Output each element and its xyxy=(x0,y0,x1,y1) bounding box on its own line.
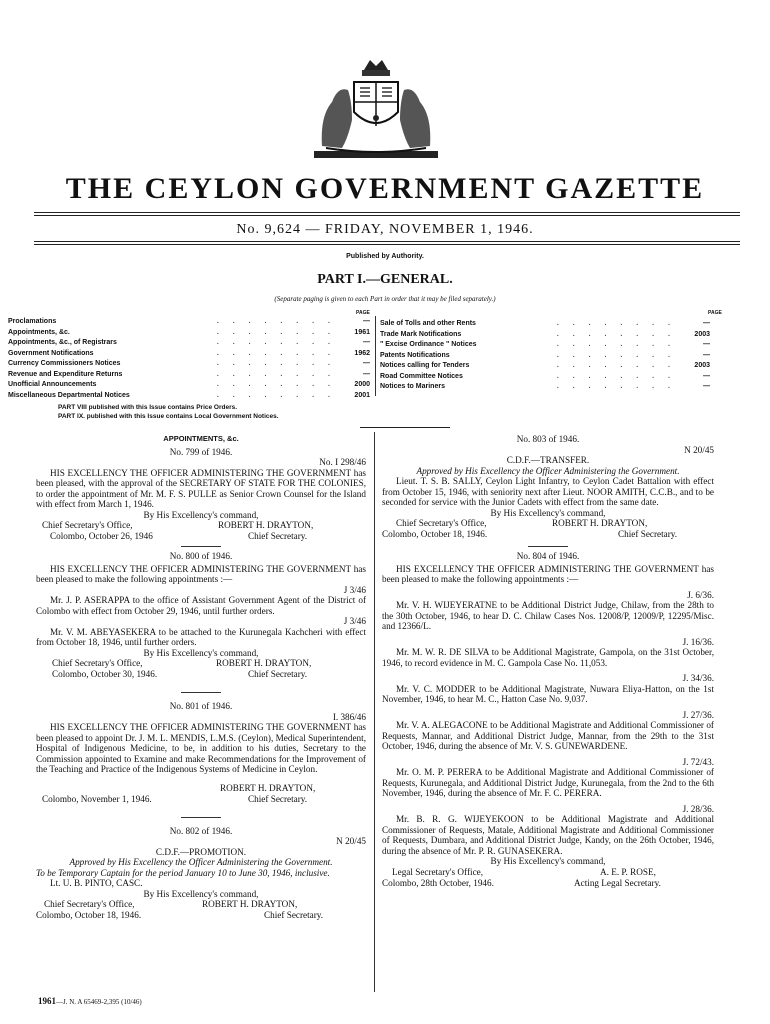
toc-entry-label: Proclamations xyxy=(8,318,57,325)
print-reference: —J. N. A 65469-2,395 (10/46) xyxy=(56,998,142,1006)
notice-803-date: Colombo, October 18, 1946. Chief Secretary. xyxy=(382,529,678,539)
toc-leader-dots: . . . . . . . . xyxy=(216,391,336,399)
toc-entry-page: — xyxy=(703,341,710,348)
notice-804-number: No. 804 of 1946. xyxy=(516,551,580,561)
notice-803-heading: C.D.F.—TRANSFER. xyxy=(506,455,590,465)
toc-leader-dots: . . . . . . . . xyxy=(556,330,676,338)
notice-802-name: Lt. U. B. PINTO, CASC. xyxy=(50,878,143,888)
part-heading: PART I.—GENERAL. xyxy=(317,272,453,287)
toc-entry xyxy=(380,383,710,394)
toc-leader-dots: . . . . . . . . xyxy=(556,320,676,327)
column-divider xyxy=(374,432,375,992)
issue-rule xyxy=(34,241,740,242)
notice-800-item2: Mr. V. M. ABEYASEKERA to be attached to the Kurunegala Kachcheri with effect from October 18, 1946, until further orders. xyxy=(36,626,366,647)
notice-800-ref2: J 3/46 xyxy=(343,616,366,626)
notice-799-number: No. 799 of 1946. xyxy=(169,446,233,457)
toc-entry xyxy=(8,329,370,340)
notice-802-command: By His Excellency's command, xyxy=(143,888,259,899)
toc-entry-page: 1962 xyxy=(354,349,370,357)
toc-right-page-header: PAGE xyxy=(708,310,722,316)
appointment-text: Mr. V. C. MODDER to be Additional Magistrate, Nuwara Eliya-Hatton, on the 1st November, 1946, to hear M. C., Hatton Case No. 9,037. xyxy=(382,683,714,704)
notice-800-ref1: J 3/46 xyxy=(343,584,366,595)
toc-divider xyxy=(375,316,376,396)
notice-802-heading: C.D.F.—PROMOTION. xyxy=(155,846,247,857)
toc-left-column xyxy=(8,318,370,402)
toc-entry-label: Appointments, &c., of Registrars xyxy=(8,339,117,346)
notice-800-date: Colombo, October 30, 1946. Chief Secretary. xyxy=(52,669,308,679)
notice-804-command: By His Excellency's command, xyxy=(490,856,606,866)
toc-leader-dots: . . . . . . . . xyxy=(556,341,676,348)
issue-line: No. 9,624 — FRIDAY, NOVEMBER 1, 1946. xyxy=(236,222,534,237)
page-number: 1961 xyxy=(38,996,56,1006)
notice-802-approved: Approved by His Excellency the Officer Administering the Government. xyxy=(69,857,333,867)
issue-rule-thin xyxy=(34,244,740,245)
toc-entry-page: — xyxy=(363,318,370,325)
notice-802-date: Colombo, October 18, 1946. Chief Secretary. xyxy=(36,910,324,920)
appointment-ref: J. 72/43. xyxy=(682,756,714,767)
notice-802-signature: Chief Secretary's Office, ROBERT H. DRAYTON, xyxy=(44,899,298,909)
toc-left-page-header: PAGE xyxy=(356,310,370,316)
appointment-text: Mr. B. R. G. WIJEYEKOON to be Additional Magistrate and Additional Commissioner of Requests, Matale, Additional Magistrate and Additional Commissioner of Requests, Dumbara, and Additional District Judge, Kandy, on the 26th October, 1946, during the absence of Mr. P. R. GUNASEKERA. xyxy=(382,814,714,856)
toc-entry-page: 2003 xyxy=(694,362,710,369)
toc-entry-page: 2003 xyxy=(694,330,710,338)
notice-799-signature: Chief Secretary's Office, ROBERT H. DRAYTON, xyxy=(42,520,314,530)
toc-entry xyxy=(8,350,370,361)
left-column xyxy=(36,434,366,921)
toc-entry-page: 2001 xyxy=(354,391,370,399)
notice-800-command: By His Excellency's command, xyxy=(143,647,259,658)
toc-leader-dots: . . . . . . . . xyxy=(216,349,336,357)
toc-leader-dots: . . . . . . . . xyxy=(556,372,676,380)
toc-entry xyxy=(8,371,370,382)
toc-entry-label: Currency Commissioners Notices xyxy=(8,360,121,367)
toc-entry-label: Miscellaneous Departmental Notices xyxy=(8,391,130,399)
title-rule xyxy=(34,212,740,213)
notice-801-signature: ROBERT H. DRAYTON, xyxy=(220,782,316,793)
separator xyxy=(181,817,221,818)
toc-entry-label: Patents Notifications xyxy=(380,351,450,359)
appointment-text: Mr. V. A. ALEGACONE to be Additional Magistrate and Additional Commissioner of Requests, Mannar, and Additional District Judge, Mannar, from the 29th to the 31st October, 1946, during the absence of Mr. V. S. GUNEWARDENE. xyxy=(382,720,714,751)
toc-entry xyxy=(380,352,710,363)
notice-799-date: Colombo, October 26, 1946 Chief Secretary. xyxy=(50,531,308,541)
appointment-ref: J. 6/36. xyxy=(687,589,714,600)
toc-entry xyxy=(380,373,710,384)
toc-entry xyxy=(380,362,710,373)
toc-leader-dots: . . . . . . . . xyxy=(556,383,676,390)
notice-801-date: Colombo, November 1, 1946. Chief Secretary. xyxy=(42,793,308,804)
appointment-ref: J. 27/36. xyxy=(682,709,714,720)
notice-802-ref: N 20/45 xyxy=(336,836,366,846)
notice-804-signature: Legal Secretary's Office, A. E. P. ROSE, xyxy=(392,866,656,877)
toc-entry-page: — xyxy=(363,370,370,378)
separator xyxy=(181,546,221,547)
toc-entry xyxy=(380,320,710,331)
toc-entry-label: Unofficial Announcements xyxy=(8,381,97,388)
right-column xyxy=(382,434,714,889)
toc-entry-label: Government Notifications xyxy=(8,349,94,357)
toc-leader-dots: . . . . . . . . xyxy=(216,370,336,378)
toc-entry-page: — xyxy=(363,360,370,367)
toc-entry-page: — xyxy=(703,351,710,359)
toc-entry-label: Sale of Tolls and other Rents xyxy=(380,320,476,327)
toc-entry-page: 2000 xyxy=(354,381,370,388)
toc-leader-dots: . . . . . . . . xyxy=(556,362,676,369)
notice-803-number: No. 803 of 1946. xyxy=(516,434,580,444)
toc-leader-dots: . . . . . . . . xyxy=(216,360,336,367)
toc-entry xyxy=(8,318,370,329)
notice-802-number: No. 802 of 1946. xyxy=(169,825,233,836)
notice-800-signature: Chief Secretary's Office, ROBERT H. DRAYTON, xyxy=(52,658,312,668)
toc-entry-page: 1961 xyxy=(354,328,370,336)
part-viii-note: PART VIII published with this Issue contains Price Orders. xyxy=(58,404,238,411)
notice-800-number: No. 800 of 1946. xyxy=(169,551,233,561)
notice-804-items xyxy=(382,590,714,857)
toc-leader-dots: . . . . . . . . xyxy=(216,381,336,388)
toc-entry xyxy=(380,331,710,342)
toc-entry-page: — xyxy=(363,339,370,346)
toc-leader-dots: . . . . . . . . xyxy=(556,351,676,359)
notice-803-approved: Approved by His Excellency the Officer Administering the Government. xyxy=(416,465,680,476)
appointment-ref: J. 16/36. xyxy=(682,636,714,647)
toc-entry-label: Notices to Mariners xyxy=(380,383,445,390)
paging-note: (Separate paging is given to each Part in order that it may be filed separately.) xyxy=(274,295,496,303)
toc-entry-label: Trade Mark Notifications xyxy=(380,330,462,338)
royal-coat-of-arms xyxy=(312,56,440,160)
toc-entry xyxy=(380,341,710,352)
notice-800-item1: Mr. J. P. ASERAPPA to the office of Assistant Government Agent of the District of Colombo with effect from October 29, 1946, until further orders. xyxy=(36,595,366,616)
toc-leader-dots: . . . . . . . . xyxy=(216,318,336,325)
toc-right-column xyxy=(380,320,710,394)
appointment-ref: J. 34/36. xyxy=(682,673,714,683)
title-rule-thin xyxy=(34,215,740,216)
toc-entry-page: — xyxy=(703,383,710,390)
notice-799-ref: No. I 298/46 xyxy=(319,457,366,467)
toc-entry-page: — xyxy=(703,372,710,380)
toc-entry xyxy=(8,360,370,371)
toc-entry xyxy=(8,339,370,350)
gazette-title: THE CEYLON GOVERNMENT GAZETTE xyxy=(65,172,705,205)
part-ix-note: PART IX. published with this Issue contains Local Government Notices. xyxy=(58,413,279,420)
appointments-heading: APPOINTMENTS, &c. xyxy=(163,434,239,443)
section-rule xyxy=(360,427,450,428)
notice-800-body: HIS EXCELLENCY THE OFFICER ADMINISTERING THE GOVERNMENT has been pleased to make the following appointments :— xyxy=(36,563,366,584)
page-footer xyxy=(38,996,142,1006)
toc-entry-page: — xyxy=(703,320,710,327)
appointment-text: Mr. O. M. P. PERERA to be Additional Magistrate and Additional Commissioner of Requests, Kurunegala, and Additional District Judge, Kurunegala, from the 2nd to the 6th November, 1946, during the absence of Mr. F. C. PERERA. xyxy=(382,767,714,798)
notice-804-body: HIS EXCELLENCY THE OFFICER ADMINISTERING THE GOVERNMENT has been pleased to make the following appointments :— xyxy=(382,563,714,584)
toc-leader-dots: . . . . . . . . xyxy=(216,328,336,336)
notice-803-command: By His Excellency's command, xyxy=(490,507,606,518)
appointment-ref: J. 28/36. xyxy=(682,803,714,814)
notice-803-body: Lieut. T. S. B. SALLY, Ceylon Light Infantry, to Ceylon Cadet Battalion with effect from October 15, 1946, with seniority next after Lieut. NOOR AMITH, C.C.B., and to be seconded for service with the Junior Cadets with effect from the same date. xyxy=(382,476,714,507)
published-by-authority: Published by Authority. xyxy=(346,253,424,260)
notice-801-ref: I. 386/46 xyxy=(332,711,366,722)
notice-803-signature: Chief Secretary's Office, ROBERT H. DRAYTON, xyxy=(396,518,648,528)
toc-entry-label: Notices calling for Tenders xyxy=(380,362,470,369)
notice-801-body: HIS EXCELLENCY THE OFFICER ADMINISTERING THE GOVERNMENT has been pleased to appoint Dr. J. M. L. MENDIS, L.M.S. (Ceylon), Medical Superintendent, Hospital of Indigenous Medicine, to be, in addition to his duties, Secretary to the Commission appointed to Examine and make Recommendations for the Improvement of the Teaching and Practice of the Indigenous Systems of Medicine in Ceylon. xyxy=(36,722,366,774)
toc-entry xyxy=(8,392,370,403)
notice-804-date: Colombo, 28th October, 1946. Acting Legal Secretary. xyxy=(382,877,661,888)
toc-entry-label: Revenue and Expenditure Returns xyxy=(8,370,123,378)
toc-entry-label: " Excise Ordinance " Notices xyxy=(380,341,477,348)
toc-entry-label: Road Committee Notices xyxy=(380,372,463,380)
toc-entry-label: Appointments, &c. xyxy=(8,328,70,336)
notice-803-ref: N 20/45 xyxy=(684,444,714,455)
notice-802-body: To be Temporary Captain for the period January 10 to June 30, 1946, inclusive. xyxy=(36,867,330,878)
appointment-text: Mr. M. W. R. DE SILVA to be Additional Magistrate, Gampola, on the 31st October, 1946, to record evidence in M. C. Gampola Case No. 11,053. xyxy=(382,647,714,668)
separator xyxy=(181,692,221,693)
toc-leader-dots: . . . . . . . . xyxy=(216,339,336,346)
separator xyxy=(528,546,568,547)
toc-entry xyxy=(8,381,370,392)
appointment-text: Mr. V. H. WIJEYERATNE to be Additional District Judge, Chilaw, from the 28th to the 30th October, 1946, to hear D. C. Chilaw Cases Nos. 12008/P, 12009/P, 12295/Misc. and 12366/L. xyxy=(382,600,714,631)
notice-801-number: No. 801 of 1946. xyxy=(169,701,233,711)
notice-799-body: HIS EXCELLENCY THE OFFICER ADMINISTERING THE GOVERNMENT has been pleased, with the approval of the SECRETARY OF STATE FOR THE COLONIES, to order the appointment of Mr. M. F. S. PULLE as Senior Crown Counsel for the Island with effect from March 1, 1946. xyxy=(36,467,366,509)
notice-799-command: By His Excellency's command, xyxy=(143,509,259,520)
